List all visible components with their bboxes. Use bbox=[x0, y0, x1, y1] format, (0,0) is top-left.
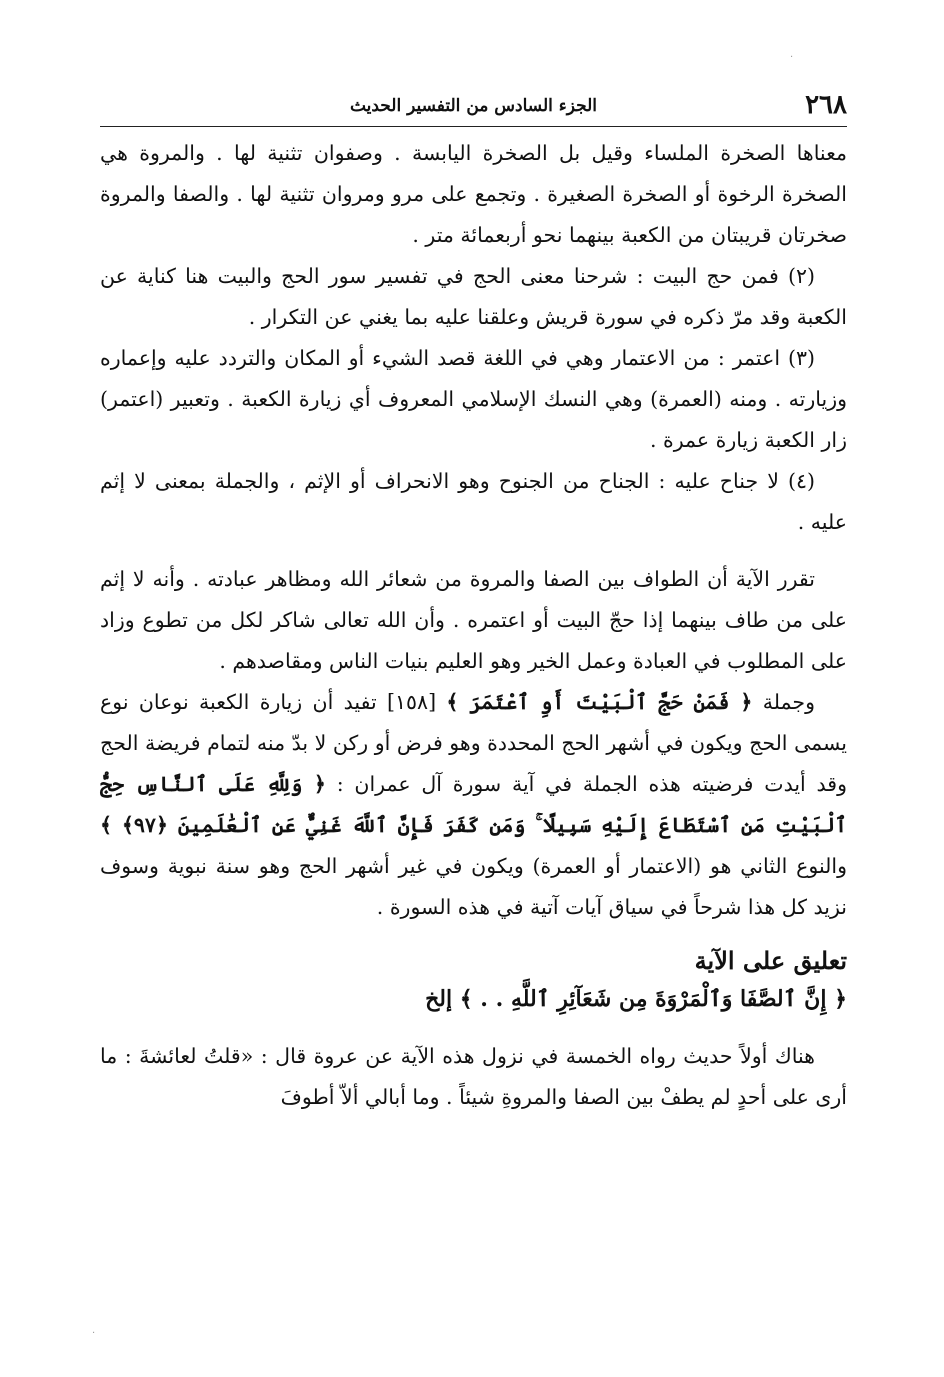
scan-speck: · bbox=[790, 52, 794, 63]
section-verse-reference: ﴿ إِنَّ ٱلصَّفَا وَٱلْمَرْوَةَ مِن شَعَآئِرِ ٱللَّهِ . . ﴾ إلخ bbox=[425, 986, 847, 1012]
page-number: ٢٦٨ bbox=[805, 90, 847, 120]
footnote-paragraph: (٤) لا جناح عليه : الجناح من الجنوح وهو الانحراف أو الإثم ، والجملة بمعنى لا إثم عليه . bbox=[100, 469, 847, 534]
comment-paragraph: هناك أولاً حديث رواه الخمسة في نزول هذه الآية عن عروة قال : «قلتُ لعائشةَ : ما أرى على أحدٍ لم يطفْ بين الصفا والمروةِ شيئاً . وما أبالي ألاّ أطوفَ bbox=[100, 1044, 847, 1109]
page-body bbox=[100, 133, 847, 1118]
footnote-paragraph: (٢) فمن حج البيت : شرحنا معنى الحج في تفسير سور الحج والبيت هنا كناية عن الكعبة وقد مرّ ذكره في سورة قريش وعلقنا عليه بما يغني عن التكرار . bbox=[100, 264, 847, 329]
discussion-paragraph bbox=[100, 682, 847, 928]
discussion-text: [١٥٨] تفيد أن زيارة الكعبة نوعان نوع يسمى الحج ويكون في أشهر الحج المحددة وهو فرض أو ركن لا بدّ منه لتمام فريضة الحج وقد أيدت فرضيته هذه الجملة في آية سورة آل عمران : bbox=[100, 690, 847, 796]
book-page bbox=[100, 86, 847, 1316]
footnote-paragraph: (٣) اعتمر : من الاعتمار وهي في اللغة قصد الشيء أو المكان والتردد عليه وإعماره وزيارته . ومنه (العمرة) وهي النسك الإسلامي المعروف أي زيارة الكعبة . وتعبير (اعتمر) زار الكعبة زيارة عمرة . bbox=[100, 346, 847, 452]
section-heading: تعليق على الآية bbox=[694, 946, 847, 975]
quran-verse: ﴿ وَلِلَّهِ عَلَى ٱلنَّاسِ حِجُّ ٱلْبَيْتِ مَنِ ٱسْتَطَاعَ إِلَيْهِ سَبِيلًا ۚ وَمَن كَفَرَ فَإِنَّ ٱللَّهَ غَنِيٌّ عَنِ ٱلْعَٰلَمِينَ ﴿٩٧﴾ ﴾ bbox=[100, 772, 847, 837]
footnote-paragraph: معناها الصخرة الملساء وقيل بل الصخرة اليابسة . وصفوان تثنية لها . والمروة هي الصخرة الرخوة أو الصخرة الصغيرة . وتجمع على مرو ومروان تثنية لها . والصفا والمروة صخرتان قريبتان من الكعبة بينهما نحو أربعمائة متر . bbox=[100, 141, 847, 247]
discussion-text: والنوع الثاني هو (الاعتمار أو العمرة) ويكون في غير أشهر الحج وهو سنة نبوية وسوف نزيد كل هذا شرحاً في سياق آيات آتية في هذه السورة . bbox=[100, 854, 847, 919]
scan-speck: · bbox=[92, 1328, 96, 1339]
discussion-intro: وجملة bbox=[762, 690, 815, 714]
running-title: الجزء السادس من التفسير الحديث bbox=[349, 96, 598, 116]
running-header bbox=[100, 86, 847, 127]
summary-paragraph: تقرر الآية أن الطواف بين الصفا والمروة من شعائر الله ومظاهر عبادته . وأنه لا إثم على من طاف بينهما إذا حجّ البيت أو اعتمره . وأن الله تعالى شاكر لكل من تطوع وزاد على المطلوب في العبادة وعمل الخير وهو العليم بنيات الناس ومقاصدهم . bbox=[100, 567, 847, 673]
quran-verse: ﴿ فَمَنْ حَجَّ ٱلْبَيْتَ أَوِ ٱعْتَمَرَ ﴾ bbox=[446, 690, 753, 714]
